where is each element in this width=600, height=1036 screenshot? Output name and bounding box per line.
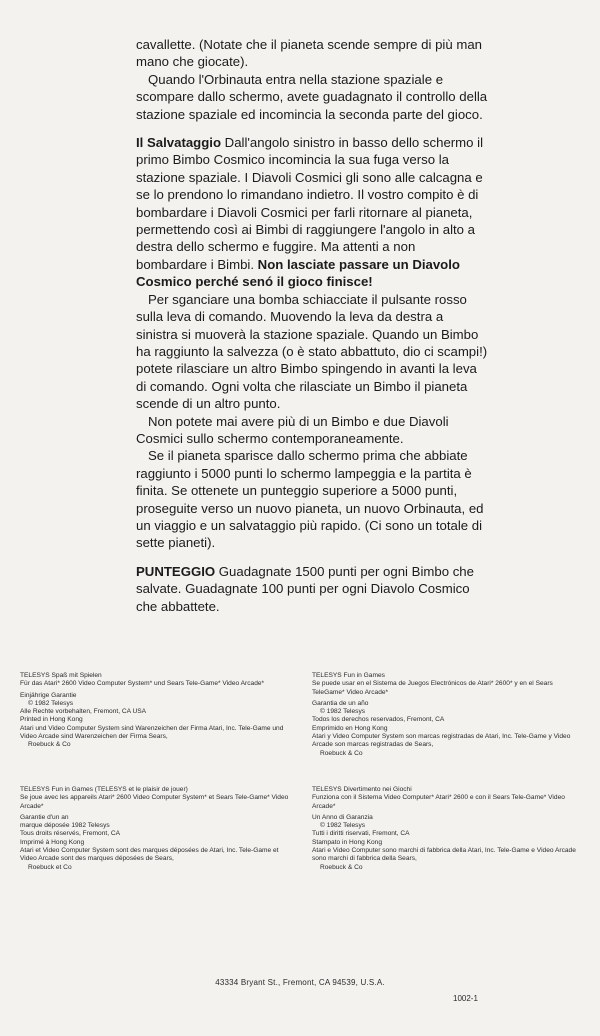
- punteggio-text: Guadagnate 1500 punti per ogni Bimbo che salvate. Guadagnate 100 punti per ogni Diavolo Cosmico che abbattete.: [136, 563, 474, 614]
- warranty-trademark: Atari et Video Computer System sont des marques déposées de Atari, Inc. Tele-Game et Video Arcade sont des marques déposées de Sears,: [20, 847, 279, 863]
- warranty-term: Einjährige Garantie: [20, 691, 77, 699]
- warranty-rights: Alle Rechte vorbehalten, Fremont, CA USA: [20, 708, 147, 716]
- heading-salvataggio: Il Salvataggio: [136, 135, 222, 151]
- paragraph-orbinauta: Quando l'Orbinauta entra nella stazione spaziale e scompare dallo schermo, avete guadagnato il controllo della stazione spaziale ed incomincia la seconda parte del gioco.: [136, 71, 488, 122]
- warranty-trademark: Atari y Video Computer System son marcas registradas de Atari, Inc. Tele-Game y Video Arcade son marcas registradas de Sears,: [312, 733, 571, 749]
- warranty-copyright: marque déposée 1982 Telesys: [20, 822, 110, 830]
- warranty-compat: Se joue avec les appareils Atari* 2600 Video Computer System* et Sears Tele-Game* Video Arcade*: [20, 794, 289, 810]
- salvataggio-warning: Non lasciate passare un Diavolo Cosmico perché senó il gioco finisce!: [136, 256, 460, 290]
- document-code: 1002-1: [453, 994, 478, 1003]
- warranty-printed: Printed in Hong Kong: [20, 716, 83, 724]
- warranty-rights: Tutti i diritti riservati, Fremont, CA: [312, 830, 410, 838]
- warranty-compat: Funziona con il Sistema Video Computer* Atari* 2600 e con il Sears Tele-Game* Video Arcade*: [312, 794, 565, 810]
- section-punteggio: [136, 563, 488, 615]
- warranty-printed: Emprimido en Hong Kong: [312, 724, 388, 732]
- paragraph-planet: Se il pianeta sparisce dallo schermo prima che abbiate raggiunto i 5000 punti lo schermo lampeggia e la partita è finita. Se ottenete un punteggio superiore a 5000 punti, proseguite verso un nuovo pianeta, un nuovo Orbinauta, ed un viaggio e un salvataggio più rapido. (Ci sono un totale di sette pianeti).: [136, 448, 484, 551]
- warranty-title: TELESYS Fun in Games (TELESYS et le plaisir de jouer): [20, 786, 188, 793]
- warranty-copyright: © 1982 Telesys: [320, 708, 366, 716]
- warranty-term: Garantia de un año: [312, 699, 369, 707]
- warranty-roebuck: Roebuck & Co: [320, 749, 363, 757]
- paragraph-intro-end: cavallette. (Notate che il pianeta scende sempre di più man mano che giocate).: [136, 37, 482, 70]
- warranty-copyright: © 1982 Telesys: [320, 822, 366, 830]
- warranty-title: TELESYS Fun in Games: [312, 672, 385, 679]
- paragraph-limit: Non potete mai avere più di un Bimbo e due Diavoli Cosmici sullo schermo contemporaneamente.: [136, 413, 449, 446]
- warranty-german: [20, 672, 290, 750]
- warranty-term: Garantie d'un an: [20, 813, 69, 821]
- warranty-title: TELESYS Divertimento nei Giochi: [312, 786, 412, 793]
- warranty-spanish: [312, 672, 582, 758]
- manual-body: [136, 36, 488, 615]
- heading-punteggio: PUNTEGGIO: [136, 563, 216, 579]
- warranty-rights: Todos los derechos reservados, Fremont, CA: [312, 716, 445, 724]
- warranty-rights: Tous droits réservés, Fremont, CA: [20, 830, 121, 838]
- warranty-roebuck: Roebuck & Co: [28, 741, 71, 749]
- warranty-french: [20, 786, 290, 872]
- warranty-term: Un Anno di Garanzia: [312, 813, 373, 821]
- warranty-roebuck: Roebuck & Co: [320, 863, 363, 871]
- paragraph-bomb: Per sganciare una bomba schiacciate il pulsante rosso sulla leva di comando. Muovendo la leva da destra a sinistra si muoverà la stazione spaziale. Quando un Bimbo ha raggiunto la salvezza (o è stato abbattuto, dio ci scampi!) potete rilasciare un altro Bimbo spingendo in avanti la leva di comando. Ogni volta che rilasciate un Bimbo il pianeta scende di un altro punto.: [136, 291, 488, 412]
- warranty-compat: Für das Atari* 2600 Video Computer System* und Sears Tele-Game* Video Arcade*: [20, 680, 265, 688]
- warranty-roebuck: Roebuck et Co: [28, 863, 72, 871]
- warranty-trademark: Atari und Video Computer System sind Warenzeichen der Firma Atari, Inc. Tele-Game und Video Arcade sind Warenzeichen der Firma Sears,: [20, 724, 284, 741]
- warranty-printed: Stampato in Hong Kong: [312, 838, 383, 846]
- company-address: 43334 Bryant St., Fremont, CA 94539, U.S.A.: [215, 978, 385, 987]
- warranty-copyright: © 1982 Telesys: [28, 699, 74, 707]
- section-salvataggio: [136, 134, 488, 291]
- warranty-italian: [312, 786, 582, 872]
- warranty-trademark: Atari e Video Computer sono marchi di fabbrica della Atari, Inc. Tele-Game e Video Arcade sono marchi di fabbrica della Sears,: [312, 847, 576, 863]
- warranty-title: TELESYS Spaß mit Spielen: [20, 672, 102, 679]
- warranty-printed: Imprimé à Hong Kong: [20, 838, 85, 846]
- salvataggio-text: Dall'angolo sinistro in basso dello schermo il primo Bimbo Cosmico incomincia la sua fuga verso la stazione spaziale. I Diavoli Cosmici gli sono alle calcagna e se lo prendono lo rimandano indietro. Il vostro compito è di bombardare i Diavoli Cosmici per farli ritornare al pianeta, permettendo così ai Bimbi di raggiungere l'angolo in alto a destra dello schermo e fuggire. Ma attenti a non bombardare i Bimbi.: [136, 135, 484, 272]
- warranty-compat: Se puede usar en el Sistema de Juegos Electrónicos de Atari* 2600* y en el Sears TeleGame* Video Arcade*: [312, 680, 553, 696]
